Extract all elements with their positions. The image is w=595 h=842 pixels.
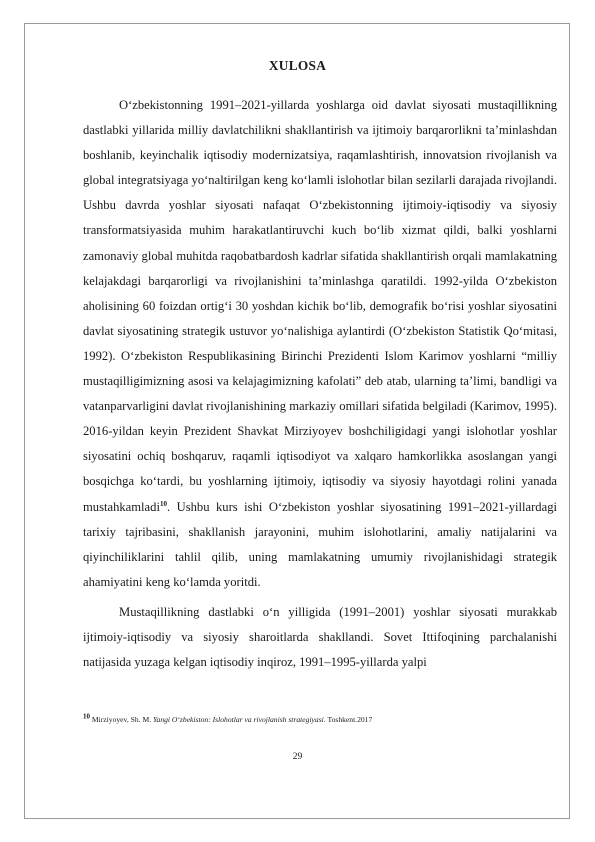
footnote-title: Yangi O‘zbekiston: Islohotlar va rivojlanish strategiyasi bbox=[153, 715, 324, 724]
body-text bbox=[83, 93, 557, 680]
page-number: 29 bbox=[292, 752, 303, 762]
footnote-publisher: . Toshkent.2017 bbox=[323, 715, 373, 724]
paragraph-1-text-continued: . Ushbu kurs ishi O‘zbekiston yoshlar siyosatining 1991–2021-yillardagi tarixiy tajribasini, shakllanish jarayonini, muhim islohotlarini, amaliy natijalarini va qiyinchiliklarini tahlil qilib, uning mamlakatning umumiy rivojlanishidagi strategik ahamiyatini keng ko‘lamda yoritdi. bbox=[83, 499, 557, 589]
footnote-reference[interactable]: 10 bbox=[159, 499, 167, 508]
page-title: XULOSA bbox=[268, 58, 327, 73]
footnote bbox=[83, 712, 557, 724]
paragraph-1-text: O‘zbekistonning 1991–2021-yillarda yoshlarga oid davlat siyosati mustaqillikning dastlabki yillarida milliy davlatchilikni shakllantirish va ijtimoiy barqarorlikni ta’minlashdan boshlanib, keyinchalik iqtisodiy modernizatsiya, raqamlashtirish, innovatsion rivojlanish va global integratsiyaga yo‘naltirilgan keng ko‘lamli islohotlar bilan sezilarli darajada rivojlandi. Ushbu davrda yoshlar siyosati nafaqat O‘zbekistonning ijtimoiy-iqtisodiy va siyosiy transformatsiyasida muhim harakatlantiruvchi kuch bo‘lib xizmat qildi, balki yoshlarni zamonaviy global muhitda raqobatbardosh kadrlar sifatida shakllantirish orqali mamlakatning kelajakdagi barqarorligi va rivojlanishini ta’minlashga qaratildi. 1992-yilda O‘zbekiston aholisining 60 foizdan ortig‘i 30 yoshdan kichik bo‘lib, demografik bo‘risi yoshlar siyosatini davlat siyosatining strategik ustuvor yo‘nalishiga aylantirdi (O‘zbekiston Statistik Qo‘mitasi, 1992). O‘zbekiston Respublikasining Birinchi Prezidenti Islom Karimov yoshlarni “milliy mustaqilligimizning asosi va kelajagimizning kafolati” deb atab, ularning ta’limi, bandligi va vatanparvarligini davlat rivojlanishining markaziy omillari sifatida belgiladi (Karimov, 1995). 2016-yildan keyin Prezident Shavkat Mirziyoyev boshchiligidagi yangi islohotlar yoshlar siyosatini ochiq boshqaruv, raqamli iqtisodiyot va xalqaro hamkorlikka asoslangan yangi bosqichga ko‘tardi, bu yoshlarning ijtimoiy, iqtisodiy va siyosiy hayotdagi rolini yanada mustahkamladi bbox=[83, 98, 557, 514]
footnote-number: 10 bbox=[83, 712, 90, 721]
paragraph-2: Mustaqillikning dastlabki o‘n yilligida (1991–2001) yoshlar siyosati murakkab ijtimoiy-iqtisodiy va siyosiy sharoitlarda shakllandi. Sovet Ittifoqining parchalanishi natijasida yuzaga kelgan iqtisodiy inqiroz, 1991–1995-yillarda yalpi bbox=[83, 604, 557, 670]
paragraph-1 bbox=[83, 93, 557, 595]
footnote-author: Mirziyoyev, Sh. M. bbox=[90, 715, 153, 724]
